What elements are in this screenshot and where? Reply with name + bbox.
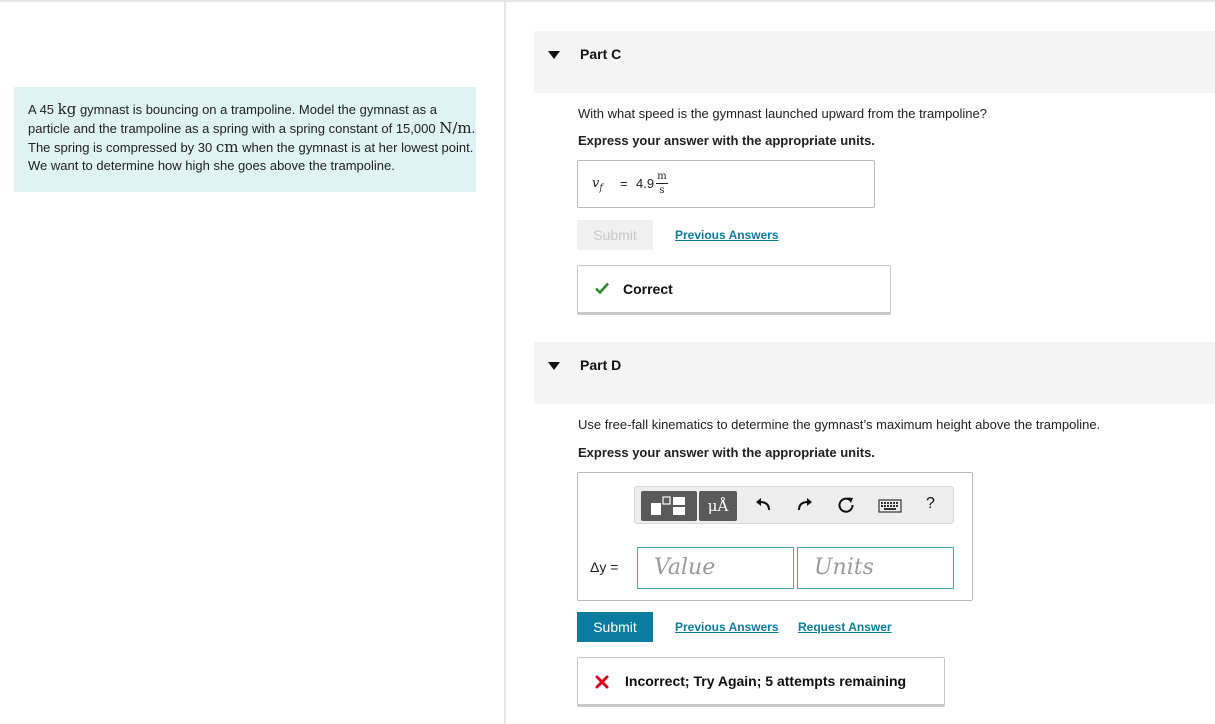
- problem-text: A 45: [28, 102, 58, 117]
- part-d-title: Part D: [580, 357, 622, 373]
- undo-icon[interactable]: [753, 495, 773, 515]
- caret-down-icon[interactable]: [548, 51, 560, 59]
- problem-math: N/m: [439, 119, 472, 137]
- units-input[interactable]: Units: [797, 547, 954, 589]
- problem-math: kg: [57, 100, 77, 118]
- answer-value: 4.9: [636, 176, 655, 191]
- problem-text: gymnast is bouncing on a trampoline. Model the gymnast as a particle and the trampoline as a spring with a spring constant of 15,000: [28, 102, 440, 136]
- x-mark-icon: [594, 674, 610, 690]
- pane-divider[interactable]: [504, 2, 506, 724]
- part-d-answer-panel: [577, 472, 973, 601]
- part-c-submit-button: Submit: [577, 220, 653, 250]
- part-d-previous-answers-link[interactable]: Previous Answers: [675, 620, 779, 634]
- checkmark-icon: [594, 280, 610, 296]
- help-button[interactable]: ?: [926, 495, 935, 512]
- value-input[interactable]: Value: [637, 547, 794, 589]
- part-d-feedback: [577, 657, 945, 705]
- equals-sign: =: [620, 176, 628, 191]
- top-border: [0, 0, 1215, 2]
- part-d-question: Use free-fall kinematics to determine the gymnast’s maximum height above the trampoline.: [578, 417, 1101, 432]
- units-button[interactable]: μÅ: [699, 491, 737, 521]
- reset-icon[interactable]: [836, 495, 856, 515]
- caret-down-icon[interactable]: [548, 362, 560, 370]
- problem-math: cm: [215, 138, 239, 156]
- part-c-feedback: [577, 265, 891, 313]
- part-d-header[interactable]: [534, 342, 1215, 404]
- math-toolbar: [634, 486, 954, 524]
- templates-icon: [641, 491, 697, 521]
- problem-text: . The spring is compressed by 30: [28, 121, 476, 155]
- problem-text: when the gymnast is at her lowest point. We want to determine how high she goes above the trampoline.: [28, 140, 474, 173]
- feedback-text: Incorrect; Try Again; 5 attempts remaining: [625, 673, 907, 689]
- part-c-previous-answers-link[interactable]: Previous Answers: [675, 228, 779, 242]
- answer-variable-label: Δy =: [590, 559, 619, 575]
- keyboard-icon[interactable]: [878, 495, 902, 515]
- answer-unit: m s: [657, 171, 667, 196]
- answer-variable: $v_f$: [592, 176, 603, 194]
- part-d-submit-button[interactable]: Submit: [577, 612, 653, 642]
- request-answer-link[interactable]: Request Answer: [798, 620, 892, 634]
- part-c-title: Part C: [580, 46, 622, 62]
- part-c-answer-box: [577, 160, 875, 208]
- templates-button[interactable]: [641, 491, 697, 521]
- redo-icon[interactable]: [795, 495, 815, 515]
- part-c-header[interactable]: [534, 31, 1215, 93]
- problem-statement: [14, 87, 476, 192]
- part-c-instruction: Express your answer with the appropriate units.: [578, 133, 875, 148]
- part-d-instruction: Express your answer with the appropriate units.: [578, 445, 875, 460]
- feedback-text: Correct: [623, 281, 673, 297]
- part-c-question: With what speed is the gymnast launched upward from the trampoline?: [578, 106, 987, 121]
